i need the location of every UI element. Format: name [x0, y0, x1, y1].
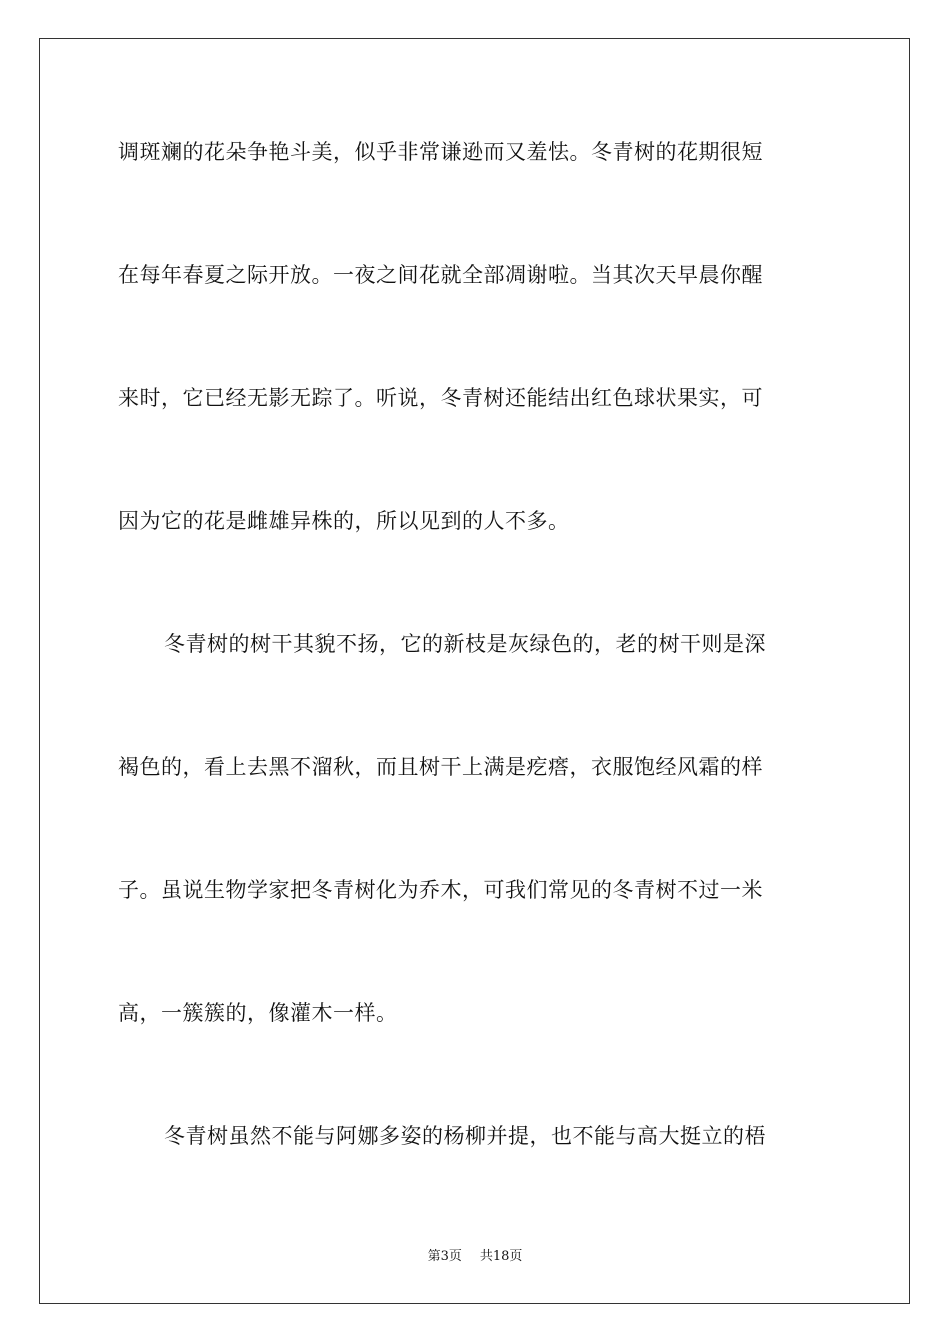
paragraph-line-9: 冬青树虽然不能与阿娜多姿的杨柳并提，也不能与高大挺立的梧 [164, 1124, 766, 1148]
paragraph-line-2: 在每年春夏之际开放。一夜之间花就全部凋谢啦。当其次天早晨你醒 [118, 263, 763, 287]
paragraph-line-6: 褐色的，看上去黑不溜秋，而且树干上满是疙瘩，衣服饱经风霜的样 [118, 755, 763, 779]
page-footer [0, 1248, 950, 1266]
paragraph-line-4: 因为它的花是雌雄异株的，所以见到的人不多。 [118, 509, 570, 533]
paragraph-line-7: 子。虽说生物学家把冬青树化为乔木，可我们常见的冬青树不过一米 [118, 878, 763, 902]
paragraph-line-8: 高，一簇簇的，像灌木一样。 [118, 1001, 398, 1025]
page-total: 共18页 [479, 1249, 523, 1264]
page-frame [39, 38, 910, 1304]
page-number: 第3页 [427, 1249, 462, 1264]
paragraph-line-5: 冬青树的树干其貌不扬，它的新枝是灰绿色的，老的树干则是深 [164, 632, 766, 656]
paragraph-line-1: 调斑斓的花朵争艳斗美，似乎非常谦逊而又羞怯。冬青树的花期很短 [118, 140, 763, 164]
paragraph-line-3: 来时，它已经无影无踪了。听说，冬青树还能结出红色球状果实，可 [118, 386, 763, 410]
